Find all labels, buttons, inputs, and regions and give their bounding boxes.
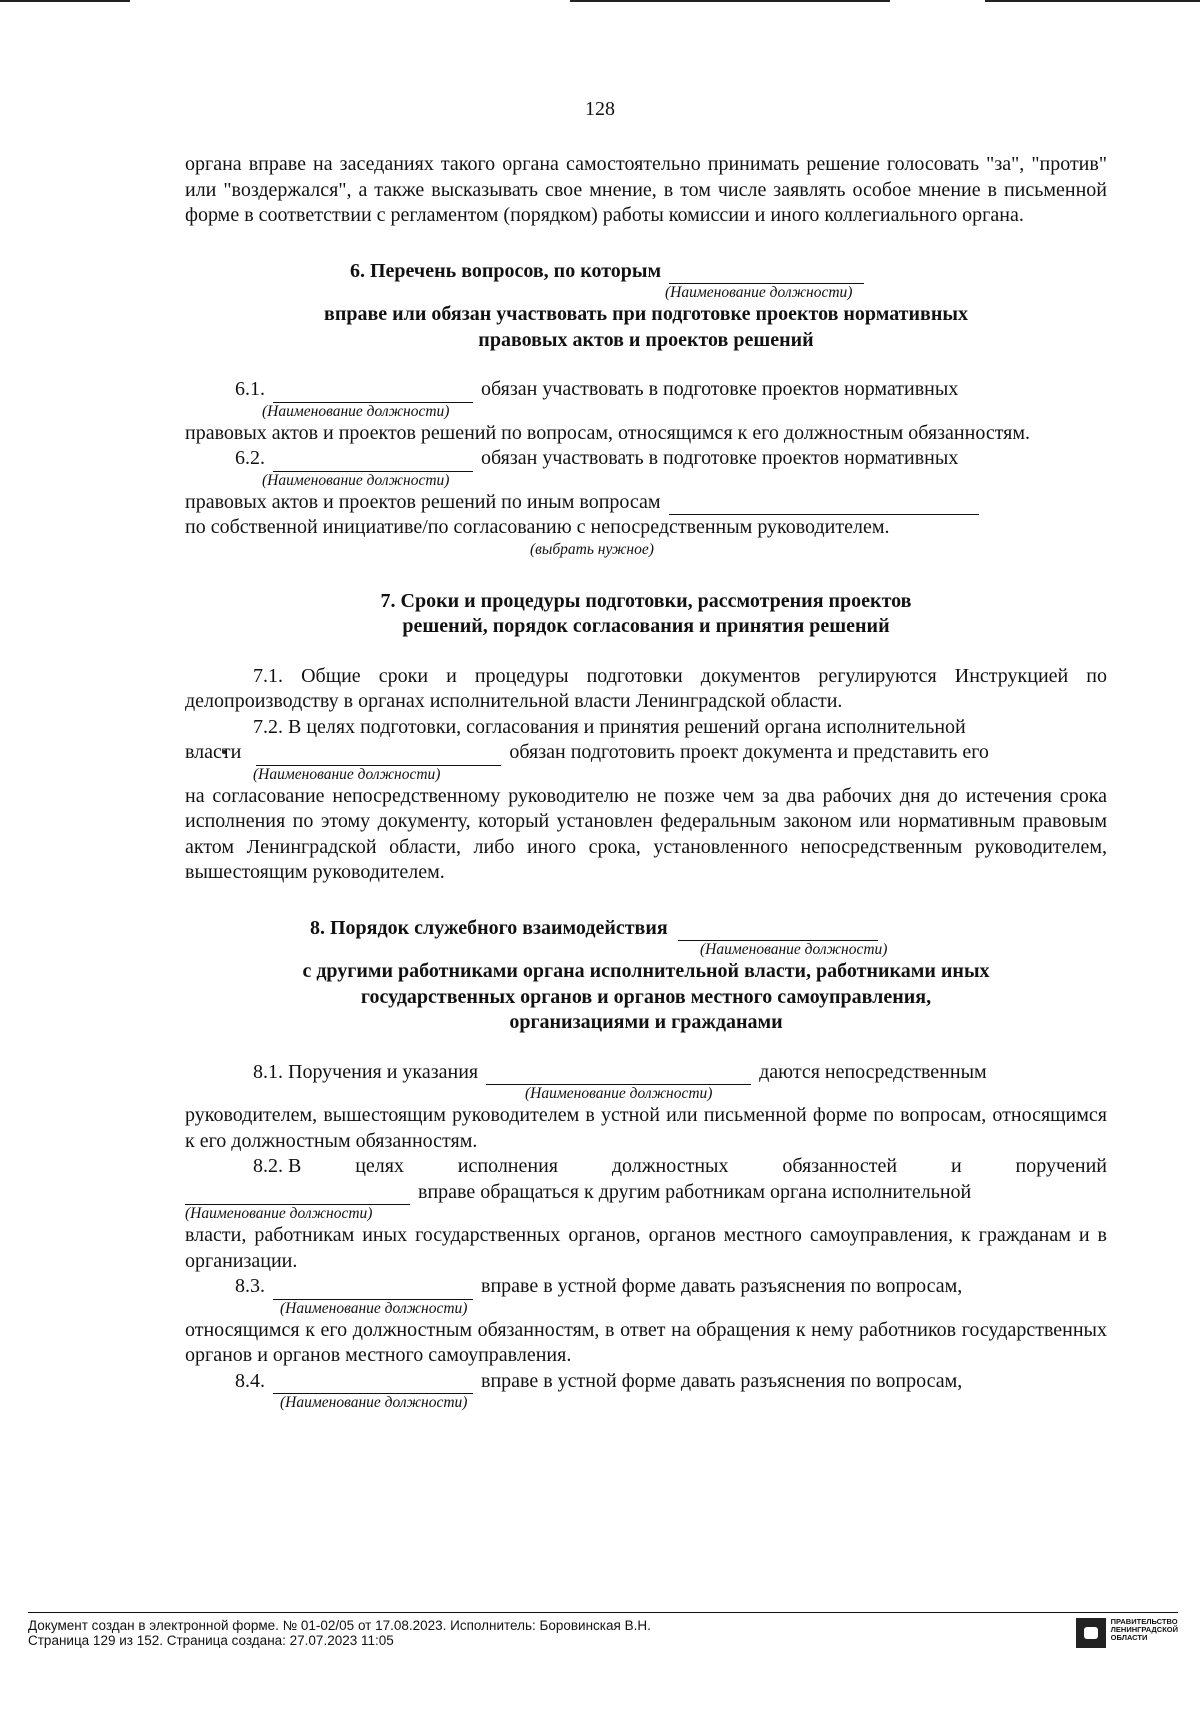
position-caption: (Наименование должности) <box>665 284 853 301</box>
intro-paragraph: органа вправе на заседаниях такого органа самостоятельно принимать решение голосовать "за", "против" или "воздержался", а также высказывать свое мнение, в том числе заявлять особое мнение в письменной форме в соответствии с регламентом (порядком) работы комиссии и иного коллегиального органа. <box>185 153 1107 226</box>
paragraph-number: 6.2. <box>235 447 265 469</box>
section-8-title: 8. Порядок служебного взаимодействия <box>310 916 668 939</box>
paragraph-number: 8.3. <box>235 1275 265 1297</box>
word: 8.2. В <box>253 1155 302 1177</box>
paragraph-6-1 <box>185 377 1107 446</box>
paragraph-8-1 <box>185 1060 1107 1155</box>
position-blank <box>669 265 864 284</box>
paragraph-text: власти <box>185 741 242 763</box>
paragraph-text: правовых актов и проектов решений по иным вопросам <box>185 490 661 513</box>
scan-artifact-left <box>0 0 130 2</box>
section-8-subtitle-3: организациями и гражданами <box>509 1011 783 1033</box>
position-caption: (Наименование должности) <box>280 1394 468 1411</box>
document-body <box>185 152 1107 1412</box>
paragraph-text: вправе в устной форме давать разъяснения по вопросам, <box>481 1275 963 1297</box>
paragraph-text: вправе обращаться к другим работникам органа исполнительной <box>418 1180 972 1203</box>
position-caption: (Наименование должности) <box>525 1085 713 1102</box>
position-blank <box>256 747 501 766</box>
word: обязанностей <box>782 1155 898 1177</box>
footer-line-2: Страница 129 из 152. Страница создана: 27.07.2023 11:05 <box>28 1633 394 1648</box>
word: целях <box>355 1155 404 1177</box>
section-8-subtitle-1: с другими работниками органа исполнительной власти, работниками иных <box>302 960 990 982</box>
paragraph-text: по собственной инициативе/по согласованию с непосредственным руководителем. <box>185 516 890 538</box>
section-8-heading <box>185 916 1107 1036</box>
section-6-heading <box>185 259 1107 354</box>
section-7-title-2: решений, порядок согласования и принятия решений <box>402 615 890 637</box>
position-blank <box>273 1375 473 1394</box>
position-blank <box>273 384 473 403</box>
topic-blank <box>669 496 979 515</box>
section-6-title: 6. Перечень вопросов, по которым <box>350 259 662 282</box>
section-7-title-1: 7. Сроки и процедуры подготовки, рассмотрения проектов <box>380 589 912 612</box>
logo-text <box>1111 1618 1178 1642</box>
position-caption: (Наименование должности) <box>262 471 450 489</box>
position-caption: (Наименование должности) <box>185 1205 373 1222</box>
paragraph-text: на согласование непосредственному руководителю не позже чем за два рабочих дня до истечения срока исполнения по этому документу, который установлен федеральным законом или нормативным правовым актом Ленинградской области, либо иного срока, установленного непосредственным руководителем, вышестоящим руководителем. <box>185 784 1107 883</box>
position-caption: (Наименование должности) <box>280 1299 468 1317</box>
paragraph-number: 8.4. <box>235 1369 265 1392</box>
paragraph-text: обязан участвовать в подготовке проектов нормативных <box>481 447 959 469</box>
paragraph-7-1: 7.1. Общие сроки и процедуры подготовки документов регулируются Инструкцией по делопроизводству в органах исполнительной власти Ленинградской области. <box>185 664 1107 712</box>
logo-line: ЛЕНИНГРАДСКОЙ <box>1110 1625 1178 1634</box>
footer-line-1: Документ создан в электронной форме. № 01-02/05 от 17.08.2023. Исполнитель: Боровинская В.Н. <box>28 1618 651 1633</box>
word: поручений <box>1015 1155 1107 1177</box>
word: исполнения <box>457 1155 558 1177</box>
position-blank <box>678 922 878 941</box>
position-blank <box>273 453 473 472</box>
paragraph-number: 6.1. <box>235 378 265 400</box>
paragraph-text: даются непосредственным <box>759 1060 987 1083</box>
paragraph-text: обязан участвовать в подготовке проектов нормативных <box>481 378 959 400</box>
position-blank <box>486 1066 751 1085</box>
paragraph-8-4 <box>185 1369 1107 1413</box>
paragraph-8-2 <box>185 1154 1107 1274</box>
position-blank <box>185 1186 410 1205</box>
paragraph-text: 8.1. Поручения и указания <box>253 1060 479 1083</box>
paragraph-8-3 <box>185 1274 1107 1369</box>
page-number: 128 <box>585 98 615 120</box>
paragraph-text: 7.2. В целях подготовки, согласования и принятия решений органа исполнительной <box>253 715 966 738</box>
section-6-subtitle-2: правовых актов и проектов решений <box>478 328 814 351</box>
paragraph-text: относящимся к его должностным обязанностям, в ответ на обращения к нему работников государственных органов и органов местного самоуправления. <box>185 1318 1107 1366</box>
paragraph-text: вправе в устной форме давать разъяснения по вопросам, <box>481 1369 963 1392</box>
scan-artifact-middle <box>570 0 890 2</box>
section-8-subtitle-2: государственных органов и органов местного самоуправления, <box>360 985 932 1008</box>
word: должностных <box>611 1155 729 1177</box>
paragraph-7-2 <box>185 715 1107 886</box>
position-caption: (Наименование должности) <box>700 941 888 958</box>
logo-line: ПРАВИТЕЛЬСТВО <box>1110 1617 1178 1626</box>
position-caption: (Наименование должности) <box>253 765 441 783</box>
document-footer <box>28 1612 1178 1648</box>
logo-line: ОБЛАСТИ <box>1110 1633 1148 1642</box>
word: и <box>950 1155 962 1177</box>
scan-artifact-right <box>985 0 1200 2</box>
paragraph-text: руководителем, вышестоящим руководителем в устной или письменной форме по вопросам, относящимся к его должностным обязанностям. <box>185 1104 1107 1152</box>
position-blank <box>273 1281 473 1300</box>
paragraph-text: обязан подготовить проект документа и представить его <box>509 741 989 763</box>
position-caption: (Наименование должности) <box>262 402 450 420</box>
paragraph-text: правовых актов и проектов решений по вопросам, относящимся к его должностным обязанностям. <box>185 421 1031 444</box>
section-6-subtitle-1: вправе или обязан участвовать при подготовке проектов нормативных <box>324 303 968 325</box>
paragraph-text: власти, работникам иных государственных органов, органов местного самоуправления, к гражданам и в организации. <box>185 1224 1107 1272</box>
paragraph-6-2 <box>185 446 1107 559</box>
choose-caption: (выбрать нужное) <box>530 540 654 558</box>
government-logo <box>1076 1618 1178 1648</box>
coat-of-arms-icon <box>1076 1618 1106 1648</box>
